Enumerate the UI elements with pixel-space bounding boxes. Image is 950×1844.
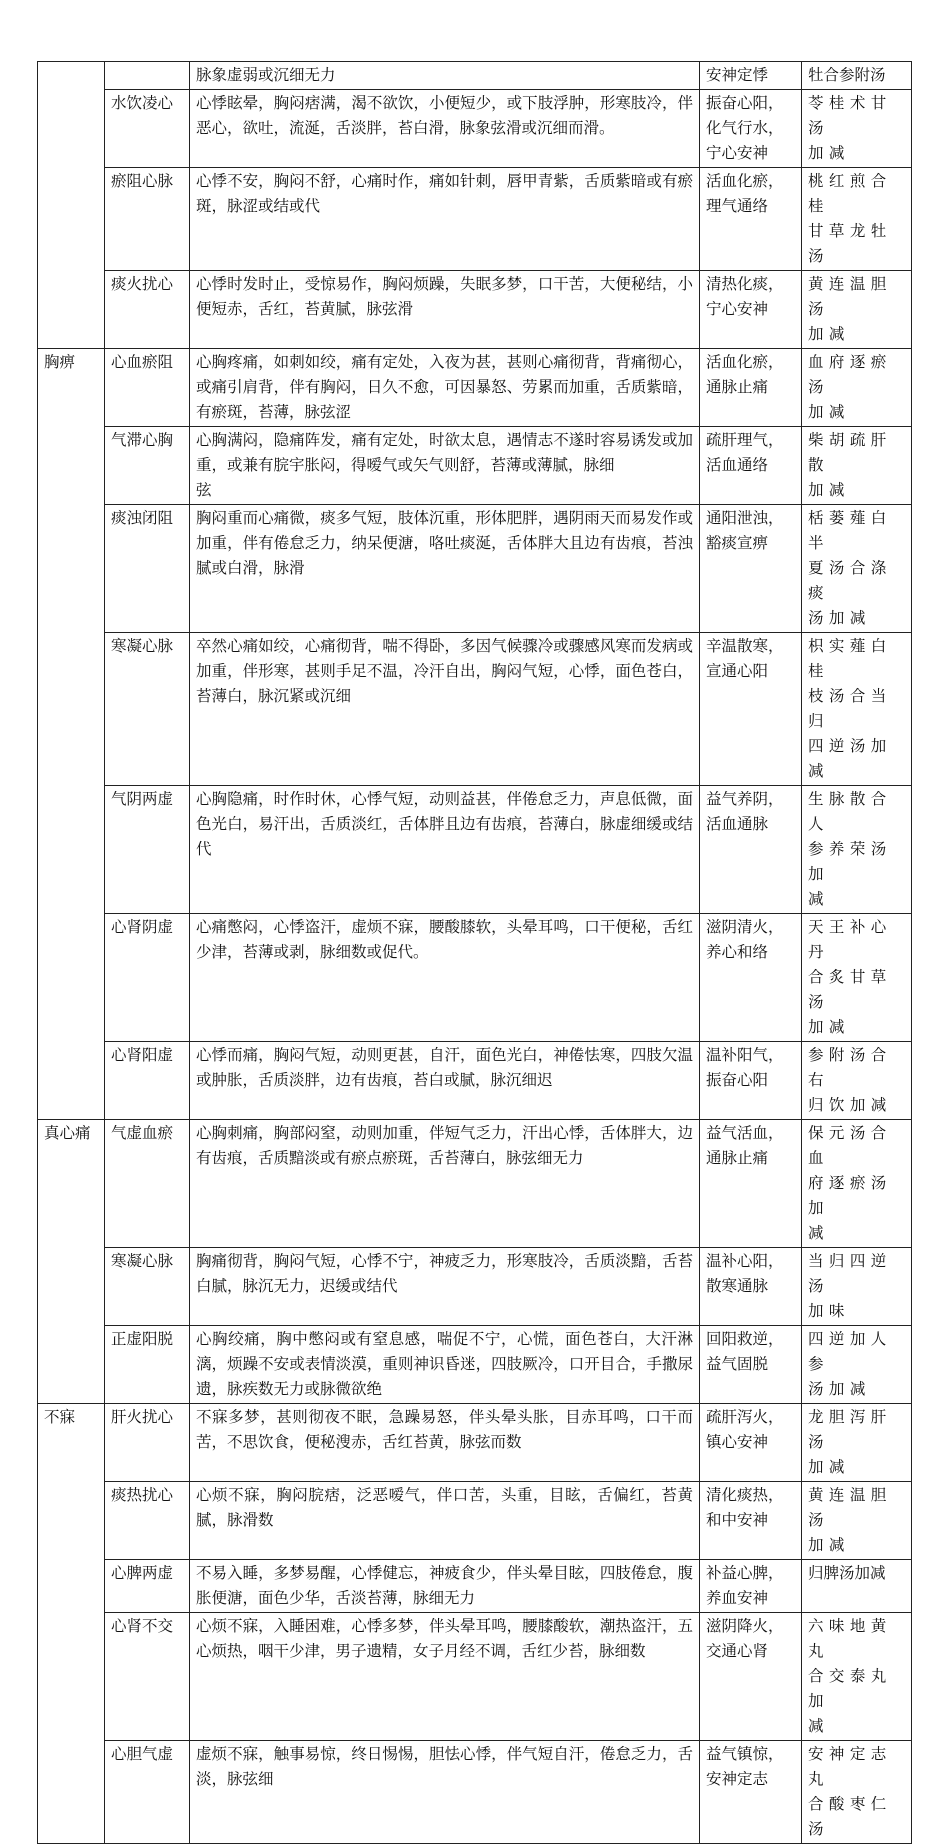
pattern-cell: 心血瘀阻 (105, 349, 190, 427)
formula-line: 枳实薤白桂 (808, 637, 892, 680)
formula-line: 当归四逆汤 (808, 1252, 892, 1295)
treatment-method-cell (700, 349, 802, 427)
treatment-method-cell (700, 505, 802, 633)
formula-line: 保元汤合血 (808, 1124, 892, 1167)
symptoms-cell (190, 1560, 700, 1613)
formula-line: 合酸枣仁汤 (808, 1795, 892, 1838)
treatment-method-cell (700, 271, 802, 349)
symptoms-text: 脉象虚弱或沉细无力 (196, 66, 336, 84)
formula-line: 汤加减 (808, 1380, 871, 1398)
document-page (37, 61, 911, 1844)
treatment-method-line: 通阳泄浊， (706, 509, 784, 527)
treatment-method-line: 和中安神 (706, 1511, 769, 1529)
treatment-method-line: 活血通络 (706, 456, 769, 474)
formula-line: 归脾汤加减 (808, 1564, 886, 1582)
formula-line: 加减 (808, 1536, 850, 1554)
symptoms-cell (190, 62, 700, 90)
formula-line: 生脉散合人 (808, 790, 892, 833)
formula-line: 龙胆泻肝汤 (808, 1408, 892, 1451)
table-row (38, 349, 912, 427)
treatment-method-line: 通脉止痛 (706, 1149, 769, 1167)
table-row (38, 1042, 912, 1120)
treatment-method-cell (700, 786, 802, 914)
formula-line: 合交泰丸加 (808, 1667, 892, 1710)
treatment-method-line: 养心和络 (706, 943, 769, 961)
pattern-cell: 痰浊闭阻 (105, 505, 190, 633)
symptoms-cell (190, 505, 700, 633)
treatment-method-line: 理气通络 (706, 197, 769, 215)
formula-cell (802, 633, 912, 786)
formula-line: 减 (808, 1717, 829, 1735)
table-row (38, 1613, 912, 1741)
treatment-method-line: 振奋心阳 (706, 1071, 769, 1089)
treatment-method-line: 清热化痰， (706, 275, 784, 293)
treatment-method-line: 镇心安神 (706, 1433, 769, 1451)
treatment-method-line: 益气镇惊， (706, 1745, 784, 1763)
syndrome-table (37, 61, 912, 1844)
formula-cell (802, 1248, 912, 1326)
symptoms-cell (190, 1741, 700, 1844)
formula-cell (802, 1560, 912, 1613)
pattern-cell: 心脾两虚 (105, 1560, 190, 1613)
table-row (38, 62, 912, 90)
treatment-method-line: 滋阴清火， (706, 918, 784, 936)
treatment-method-line: 益气养阴， (706, 790, 784, 808)
formula-line: 合炙甘草汤 (808, 968, 892, 1011)
table-row (38, 633, 912, 786)
table-row (38, 271, 912, 349)
symptoms-text: 弦 (196, 481, 212, 499)
disease-cell: 胸痹 (38, 349, 105, 1120)
symptoms-cell (190, 90, 700, 168)
formula-line: 血府逐瘀汤 (808, 353, 892, 396)
treatment-method-cell (700, 1560, 802, 1613)
symptoms-cell (190, 1404, 700, 1482)
pattern-cell: 心肾阴虚 (105, 914, 190, 1042)
formula-line: 加减 (808, 481, 850, 499)
table-row (38, 1482, 912, 1560)
disease-cell: 真心痛 (38, 1120, 105, 1404)
treatment-method-line: 活血化瘀， (706, 172, 784, 190)
pattern-cell: 瘀阻心脉 (105, 168, 190, 271)
formula-cell (802, 786, 912, 914)
treatment-method-cell (700, 1482, 802, 1560)
treatment-method-line: 清化痰热， (706, 1486, 784, 1504)
formula-line: 参附汤合右 (808, 1046, 892, 1089)
formula-line: 柴胡疏肝散 (808, 431, 892, 474)
formula-line: 黄连温胆汤 (808, 1486, 892, 1529)
disease-cell: 不寐 (38, 1404, 105, 1844)
formula-line: 加减 (808, 403, 850, 421)
formula-line: 栝蒌薤白半 (808, 509, 892, 552)
symptoms-text: 心烦不寐，胸闷脘痞，泛恶嗳气，伴口苦，头重，目眩，舌偏红，苔黄腻，脉滑数 (196, 1486, 693, 1529)
pattern-cell: 心胆气虚 (105, 1741, 190, 1844)
pattern-cell: 肝火扰心 (105, 1404, 190, 1482)
formula-cell (802, 914, 912, 1042)
treatment-method-line: 化气行水， (706, 119, 784, 137)
table-row (38, 505, 912, 633)
symptoms-text: 卒然心痛如绞，心痛彻背，喘不得卧，多因气候骤冷或骤感风寒而发病或加重，伴形寒，甚则手足不温，冷汗自出，胸闷气短，心悸，面色苍白，苔薄白，脉沉紧或沉细 (196, 637, 693, 705)
treatment-method-cell (700, 633, 802, 786)
formula-cell (802, 62, 912, 90)
formula-line: 苓桂术甘汤 (808, 94, 892, 137)
formula-cell (802, 271, 912, 349)
table-row (38, 1326, 912, 1404)
symptoms-cell (190, 1326, 700, 1404)
formula-cell (802, 168, 912, 271)
pattern-cell: 心肾不交 (105, 1613, 190, 1741)
formula-line: 四逆加人参 (808, 1330, 892, 1373)
treatment-method-line: 宣通心阳 (706, 662, 769, 680)
formula-line: 减 (808, 890, 829, 908)
symptoms-cell (190, 1042, 700, 1120)
treatment-method-line: 回阳救逆， (706, 1330, 784, 1348)
formula-cell (802, 1404, 912, 1482)
table-row (38, 90, 912, 168)
treatment-method-cell (700, 427, 802, 505)
formula-cell (802, 349, 912, 427)
formula-line: 加味 (808, 1302, 850, 1320)
treatment-method-line: 辛温散寒， (706, 637, 784, 655)
treatment-method-cell (700, 914, 802, 1042)
treatment-method-line: 安神定悸 (706, 66, 769, 84)
pattern-cell: 气虚血瘀 (105, 1120, 190, 1248)
symptoms-cell (190, 1120, 700, 1248)
pattern-cell: 水饮凌心 (105, 90, 190, 168)
symptoms-cell (190, 1248, 700, 1326)
formula-cell (802, 505, 912, 633)
symptoms-cell (190, 786, 700, 914)
symptoms-text: 心胸满闷，隐痛阵发，痛有定处，时欲太息，遇情志不遂时容易诱发或加重，或兼有脘宇胀闷，得嗳气或矢气则舒，苔薄或薄腻，脉细 (196, 431, 693, 474)
pattern-cell: 气阴两虚 (105, 786, 190, 914)
table-row (38, 914, 912, 1042)
formula-line: 牡合参附汤 (808, 66, 886, 84)
formula-line: 桃红煎合桂 (808, 172, 892, 215)
treatment-method-line: 温补阳气， (706, 1046, 784, 1064)
symptoms-text: 心胸绞痛，胸中憋闷或有窒息感，喘促不宁，心慌，面色苍白，大汗淋漓，烦躁不安或表情淡漠，重则神识昏迷，四肢厥冷，口开目合，手撒尿遗，脉疾数无力或脉微欲绝 (196, 1330, 693, 1398)
treatment-method-line: 活血通脉 (706, 815, 769, 833)
treatment-method-line: 疏肝理气， (706, 431, 784, 449)
treatment-method-line: 疏肝泻火， (706, 1408, 784, 1426)
treatment-method-line: 滋阴降火， (706, 1617, 784, 1635)
treatment-method-line: 安神定志 (706, 1770, 769, 1788)
symptoms-text: 心胸隐痛，时作时休，心悸气短，动则益甚，伴倦怠乏力，声息低微，面色光白，易汗出，舌质淡红，舌体胖且边有齿痕，苔薄白，脉虚细缓或结代 (196, 790, 693, 858)
formula-line: 加减 (808, 325, 850, 343)
treatment-method-line: 振奋心阳， (706, 94, 784, 112)
formula-line: 加减 (808, 1018, 850, 1036)
formula-line: 加减 (808, 144, 850, 162)
symptoms-cell (190, 633, 700, 786)
formula-line: 安神定志丸 (808, 1745, 892, 1788)
symptoms-text: 心悸眩晕，胸闷痞满，渴不欲饮，小便短少，或下肢浮肿，形寒肢冷，伴恶心，欲吐，流涎，舌淡胖，苔白滑，脉象弦滑或沉细而滑。 (196, 94, 693, 137)
formula-cell (802, 1482, 912, 1560)
treatment-method-line: 益气固脱 (706, 1355, 769, 1373)
symptoms-cell (190, 1613, 700, 1741)
symptoms-text: 胸痛彻背，胸闷气短，心悸不宁，神疲乏力，形寒肢冷，舌质淡黯，舌苔白腻，脉沉无力，迟缓或结代 (196, 1252, 693, 1295)
pattern-cell: 痰热扰心 (105, 1482, 190, 1560)
formula-line: 府逐瘀汤加 (808, 1174, 892, 1217)
symptoms-text: 不寐多梦，甚则彻夜不眠，急躁易怒，伴头晕头胀，目赤耳鸣，口干而苦，不思饮食，便秘溲赤，舌红苔黄，脉弦而数 (196, 1408, 693, 1451)
treatment-method-cell (700, 1404, 802, 1482)
treatment-method-cell (700, 1613, 802, 1741)
treatment-method-line: 温补心阳， (706, 1252, 784, 1270)
pattern-cell: 痰火扰心 (105, 271, 190, 349)
formula-cell (802, 90, 912, 168)
symptoms-cell (190, 1482, 700, 1560)
formula-line: 六味地黄丸 (808, 1617, 892, 1660)
treatment-method-cell (700, 1248, 802, 1326)
table-row (38, 1248, 912, 1326)
symptoms-text: 心痛憋闷，心悸盗汗，虚烦不寐，腰酸膝软，头晕耳鸣，口干便秘，舌红少津，苔薄或剥，脉细数或促代。 (196, 918, 693, 961)
formula-line: 甘草龙牡汤 (808, 222, 892, 265)
symptoms-text: 心悸不安，胸闷不舒，心痛时作，痛如针刺，唇甲青紫，舌质紫暗或有瘀斑，脉涩或结或代 (196, 172, 693, 215)
symptoms-text: 心悸时发时止，受惊易作，胸闷烦躁，失眠多梦，口干苦，大便秘结，小便短赤，舌红，苔黄腻，脉弦滑 (196, 275, 693, 318)
symptoms-text: 虚烦不寐，触事易惊，终日惕惕，胆怯心悸，伴气短自汗，倦怠乏力，舌淡，脉弦细 (196, 1745, 693, 1788)
symptoms-cell (190, 427, 700, 505)
table-row (38, 168, 912, 271)
treatment-method-line: 补益心脾， (706, 1564, 784, 1582)
treatment-method-line: 活血化瘀， (706, 353, 784, 371)
treatment-method-line: 交通心肾 (706, 1642, 769, 1660)
symptoms-text: 心烦不寐，入睡困难，心悸多梦，伴头晕耳鸣，腰膝酸软，潮热盗汗，五心烦热，咽干少津，男子遗精，女子月经不调，舌红少苔，脉细数 (196, 1617, 693, 1660)
formula-line: 归饮加减 (808, 1096, 892, 1114)
formula-cell (802, 1326, 912, 1404)
pattern-cell: 气滞心胸 (105, 427, 190, 505)
treatment-method-line: 通脉止痛 (706, 378, 769, 396)
pattern-cell: 寒凝心脉 (105, 633, 190, 786)
treatment-method-cell (700, 168, 802, 271)
formula-cell (802, 1741, 912, 1844)
symptoms-text: 心悸而痛，胸闷气短，动则更甚，自汗，面色光白，神倦怯寒，四肢欠温或肿胀，舌质淡胖，边有齿痕，苔白或腻，脉沉细迟 (196, 1046, 693, 1089)
symptoms-text: 心胸刺痛，胸部闷窒，动则加重，伴短气乏力，汗出心悸，舌体胖大，边有齿痕，舌质黯淡或有瘀点瘀斑，舌苔薄白，脉弦细无力 (196, 1124, 693, 1167)
pattern-cell: 寒凝心脉 (105, 1248, 190, 1326)
symptoms-cell (190, 914, 700, 1042)
formula-cell (802, 1613, 912, 1741)
table-row (38, 427, 912, 505)
treatment-method-cell (700, 90, 802, 168)
table-row (38, 1560, 912, 1613)
table-row (38, 1120, 912, 1248)
treatment-method-cell (700, 62, 802, 90)
symptoms-cell (190, 349, 700, 427)
formula-cell (802, 1042, 912, 1120)
table-row (38, 786, 912, 914)
formula-line: 天王补心丹 (808, 918, 892, 961)
formula-cell (802, 427, 912, 505)
treatment-method-line: 养血安神 (706, 1589, 769, 1607)
table-body (38, 62, 912, 1844)
formula-line: 夏汤合涤痰 (808, 559, 892, 602)
formula-line: 四逆汤加减 (808, 737, 892, 780)
formula-line: 减 (808, 1224, 829, 1242)
pattern-cell (105, 62, 190, 90)
treatment-method-line: 宁心安神 (706, 144, 769, 162)
treatment-method-line: 益气活血， (706, 1124, 784, 1142)
treatment-method-cell (700, 1042, 802, 1120)
treatment-method-line: 散寒通脉 (706, 1277, 769, 1295)
treatment-method-cell (700, 1326, 802, 1404)
symptoms-text: 胸闷重而心痛微，痰多气短，肢体沉重，形体肥胖，遇阴雨天而易发作或加重，伴有倦怠乏力，纳呆便溏，咯吐痰涎，舌体胖大且边有齿痕，苔浊腻或白滑，脉滑 (196, 509, 693, 577)
pattern-cell: 心肾阳虚 (105, 1042, 190, 1120)
disease-cell (38, 62, 105, 349)
symptoms-text: 心胸疼痛，如刺如绞，痛有定处，入夜为甚，甚则心痛彻背，背痛彻心，或痛引肩背，伴有胸闷，日久不愈，可因暴怒、劳累而加重，舌质紫暗，有瘀斑，苔薄，脉弦涩 (196, 353, 693, 421)
formula-line: 加减 (808, 1458, 850, 1476)
table-row (38, 1741, 912, 1844)
pattern-cell: 正虚阳脱 (105, 1326, 190, 1404)
formula-line: 枝汤合当归 (808, 687, 892, 730)
treatment-method-cell (700, 1741, 802, 1844)
formula-line: 黄连温胆汤 (808, 275, 892, 318)
treatment-method-line: 豁痰宣痹 (706, 534, 769, 552)
table-row (38, 1404, 912, 1482)
treatment-method-cell (700, 1120, 802, 1248)
formula-cell (802, 1120, 912, 1248)
formula-line: 汤加减 (808, 609, 871, 627)
symptoms-text: 不易入睡，多梦易醒，心悸健忘，神疲食少，伴头晕目眩，四肢倦怠，腹胀便溏，面色少华，舌淡苔薄，脉细无力 (196, 1564, 693, 1607)
symptoms-cell (190, 271, 700, 349)
treatment-method-line: 宁心安神 (706, 300, 769, 318)
formula-line: 参养荣汤加 (808, 840, 892, 883)
symptoms-cell (190, 168, 700, 271)
